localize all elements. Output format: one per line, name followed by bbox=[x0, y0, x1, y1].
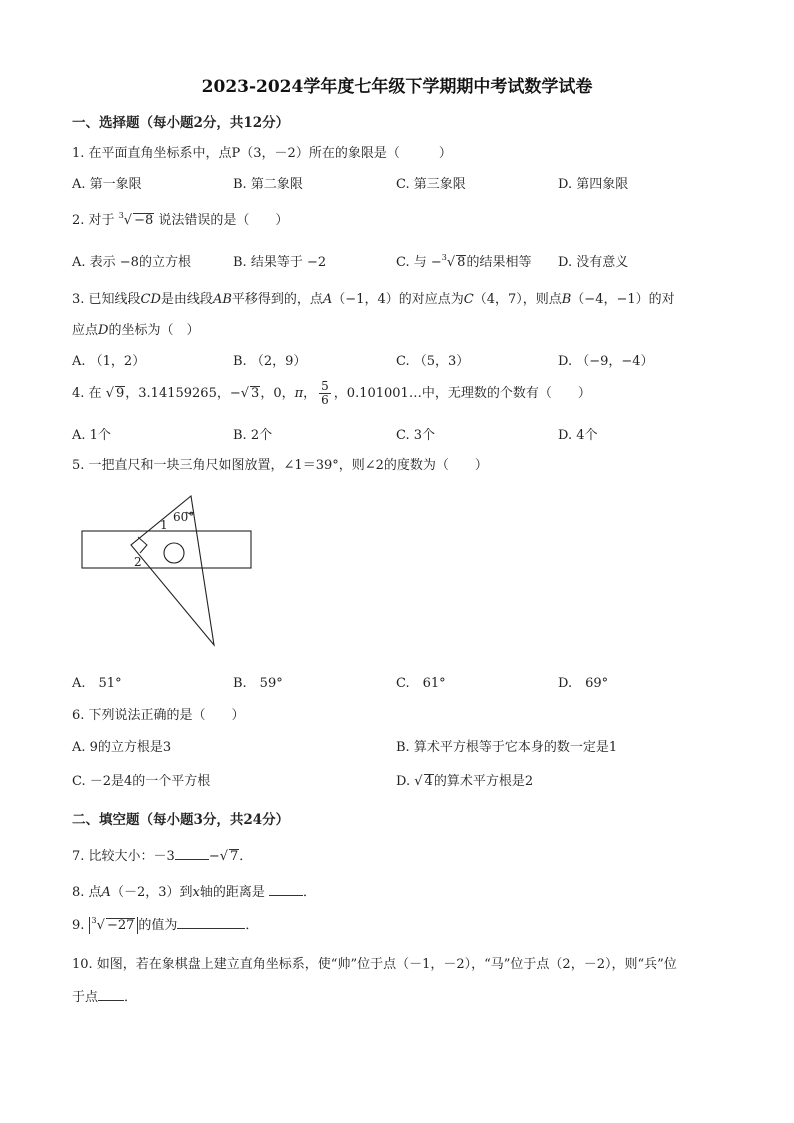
q2-option-a: A. 表示 −8的立方根 bbox=[72, 255, 191, 270]
angle-label-1: 1 bbox=[160, 518, 168, 532]
q3-text: 3. 已知线段 bbox=[72, 292, 141, 307]
fraction-denominator: 6 bbox=[321, 393, 329, 407]
answer-blank[interactable] bbox=[269, 883, 303, 896]
q8-text: ． bbox=[302, 885, 316, 900]
page-title: 2023-2024学年度七年级下学期期中考试数学试卷 bbox=[201, 77, 593, 97]
q7-text: − bbox=[208, 849, 220, 864]
q2-option-c bbox=[396, 251, 531, 270]
q1-option-b: B. 第二象限 bbox=[233, 177, 303, 192]
q4-radicand-1: 9 bbox=[115, 386, 125, 401]
q8-text: 8. 点 bbox=[72, 885, 102, 900]
segment-ab: AB bbox=[212, 292, 232, 307]
point-a: A bbox=[101, 885, 111, 900]
q7-radicand: 7 bbox=[230, 849, 239, 864]
q6d-suffix: 的算术平方根是2 bbox=[433, 774, 534, 789]
question-8 bbox=[72, 881, 316, 900]
q9-root-index: 3 bbox=[91, 916, 97, 925]
q3-text: 是由线段 bbox=[160, 292, 213, 307]
q4-text: ， bbox=[303, 386, 317, 401]
q5-option-c: C. 61° bbox=[396, 676, 446, 691]
question-1: 1. 在平面直角坐标系中，点P（3，－2）所在的象限是（ ） bbox=[72, 146, 452, 161]
q3-text: 应点 bbox=[72, 323, 99, 338]
q9-radicand: −27 bbox=[106, 918, 135, 933]
q8-text: （－2，3）到 bbox=[110, 885, 193, 900]
question-7 bbox=[72, 845, 252, 864]
q6-option-d bbox=[396, 770, 533, 789]
q4-radicand-2: 3 bbox=[251, 386, 260, 401]
q5-option-d: D. 69° bbox=[558, 676, 609, 691]
radical-icon: √ bbox=[446, 255, 456, 270]
q2c-prefix: C. 与 − bbox=[396, 255, 442, 270]
q4-option-a: A. 1个 bbox=[72, 428, 111, 443]
radical-icon: √ bbox=[123, 213, 133, 228]
radical-icon: √ bbox=[414, 774, 423, 789]
q2-suffix: 说法错误的是（ ） bbox=[158, 213, 289, 228]
q2c-radicand: 8 bbox=[457, 255, 466, 270]
pi-symbol: π bbox=[294, 386, 304, 401]
radical-icon: √ bbox=[219, 849, 229, 864]
q7-text: ． bbox=[239, 849, 253, 864]
point-c: C bbox=[463, 292, 474, 307]
ruler-shape bbox=[82, 531, 251, 568]
q5-option-b: B. 59° bbox=[233, 676, 283, 691]
q3-text: 的坐标为（ ） bbox=[108, 323, 200, 338]
q4-text: ，0.101001…中，无理数的个数有（ ） bbox=[333, 386, 591, 401]
right-angle-mark bbox=[138, 537, 147, 553]
answer-blank[interactable] bbox=[98, 988, 124, 1001]
q10-text: 于点 bbox=[72, 990, 99, 1005]
q6-option-a: A. 9的立方根是3 bbox=[72, 740, 172, 755]
q10-text: ． bbox=[124, 990, 138, 1005]
q2c-root-index: 3 bbox=[441, 253, 447, 262]
q2-option-b: B. 结果等于 −2 bbox=[233, 255, 327, 270]
angle-label-2: 2 bbox=[134, 555, 142, 569]
section-fill-heading: 二、填空题（每小题3分，共24分） bbox=[72, 812, 290, 828]
q3-text: （4，7），则点 bbox=[473, 292, 562, 307]
q1-option-d: D. 第四象限 bbox=[558, 177, 629, 192]
answer-blank[interactable] bbox=[175, 847, 209, 860]
answer-blank[interactable] bbox=[177, 916, 245, 929]
question-2 bbox=[72, 209, 288, 228]
q9-text: 9. bbox=[72, 918, 85, 933]
question-10-line-1: 10. 如图，若在象棋盘上建立直角坐标系，使“帅”位于点（－1，－2），“马”位于点（2，－2），则“兵”位 bbox=[72, 957, 677, 972]
q6-option-c: C. －2是4的一个平方根 bbox=[72, 774, 211, 789]
q2-radicand: −8 bbox=[134, 213, 154, 228]
question-9 bbox=[72, 914, 258, 934]
q9-text: 的值为 bbox=[138, 918, 178, 933]
q3-option-a: A. （1，2） bbox=[72, 354, 146, 369]
q4-text: ，3.14159265，− bbox=[125, 386, 241, 401]
point-d: D bbox=[98, 323, 109, 338]
question-5: 5. 一把直尺和一块三角尺如图放置，∠1＝39°，则∠2的度数为（ ） bbox=[72, 458, 488, 473]
q7-text: 7. 比较大小：－3 bbox=[72, 849, 175, 864]
q3-text: 平移得到的，点 bbox=[231, 292, 323, 307]
ruler-hole bbox=[164, 543, 184, 563]
q4-option-b: B. 2个 bbox=[233, 428, 273, 443]
q3-option-c: C. （5，3） bbox=[396, 354, 470, 369]
q2-prefix: 2. 对于 bbox=[72, 213, 115, 228]
question-10-line-2 bbox=[72, 986, 137, 1005]
question-3-line-1 bbox=[72, 288, 675, 307]
radical-icon: √ bbox=[240, 386, 250, 401]
fraction-5-6 bbox=[319, 380, 331, 407]
absolute-value-bars bbox=[89, 917, 139, 934]
q3-text: （−4，−1）的对 bbox=[571, 292, 675, 307]
q8-text: 轴的距离是 bbox=[199, 885, 265, 900]
point-b: B bbox=[561, 292, 572, 307]
point-a: A bbox=[322, 292, 333, 307]
question-4 bbox=[72, 380, 591, 408]
q4-text: 4. 在 bbox=[72, 386, 102, 401]
x-axis-symbol: x bbox=[192, 885, 200, 900]
q2-root-index: 3 bbox=[118, 211, 124, 220]
q3-option-d: D. （−9，−4） bbox=[558, 354, 654, 369]
q4-option-c: C. 3个 bbox=[396, 428, 436, 443]
question-3-line-2 bbox=[72, 319, 199, 338]
q6d-prefix: D. bbox=[396, 774, 411, 789]
segment-cd: CD bbox=[140, 292, 161, 307]
q6d-radicand: 4 bbox=[424, 774, 433, 789]
q5-option-a: A. 51° bbox=[72, 676, 122, 691]
q6-option-b: B. 算术平方根等于它本身的数一定是1 bbox=[396, 740, 618, 755]
q3-option-b: B. （2，9） bbox=[233, 354, 307, 369]
fraction-numerator: 5 bbox=[321, 379, 329, 393]
q1-option-a: A. 第一象限 bbox=[72, 177, 142, 192]
q4-option-d: D. 4个 bbox=[558, 428, 598, 443]
question-6: 6. 下列说法正确的是（ ） bbox=[72, 708, 245, 723]
section-choice-heading: 一、选择题（每小题2分，共12分） bbox=[72, 115, 290, 131]
q3-text: （−1，4）的对应点为 bbox=[332, 292, 464, 307]
radical-icon: √ bbox=[105, 386, 114, 401]
q2c-suffix: 的结果相等 bbox=[466, 255, 532, 270]
radical-icon: √ bbox=[96, 918, 105, 933]
ruler-triangle-figure bbox=[76, 490, 266, 652]
angle-label-60: 60° bbox=[173, 510, 195, 524]
q1-option-c: C. 第三象限 bbox=[396, 177, 466, 192]
q2-option-d: D. 没有意义 bbox=[558, 255, 629, 270]
q4-text: ，0， bbox=[260, 386, 295, 401]
q9-text: ． bbox=[245, 918, 259, 933]
